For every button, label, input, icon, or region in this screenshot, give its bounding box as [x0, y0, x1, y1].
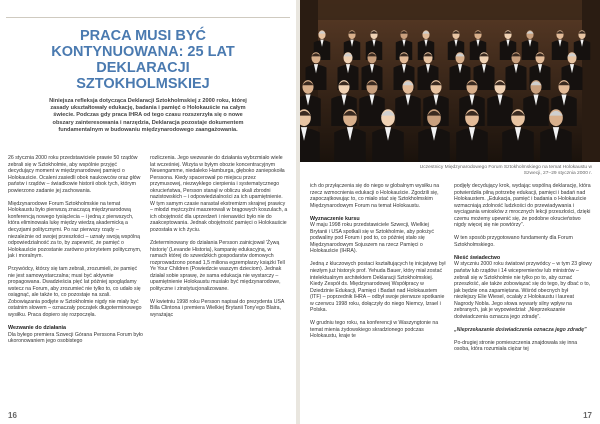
- paragraph: ich do przyłączenia się do niego w globalnym wysiłku na rzecz wzmocnienia edukacji o Holokauście. Zgodzili się, zapoczątkowując to, co miało stać się Sztokholmskim Międzynarodowym Forum na temat Holokaustu.: [310, 183, 440, 209]
- section-heading: Wezwanie do działania: [8, 325, 67, 332]
- page-title: PRACA MUSI BYĆ KONTYNUOWANA: 25 LAT DEKLARACJI SZTOKHOLMSKIEJ: [51, 28, 235, 92]
- left-page: [0, 0, 296, 424]
- section-heading: Nieść świadectwo: [454, 254, 501, 261]
- paragraph: W maju 1998 roku przedstawiciele Szwecji, Wielkiej Brytanii i USA spotkali się w Sztokholmie, aby położyć podwaliny pod Forum i pod to, co później stało się Międzynarodowym Sojuszem na rzecz Pamięci o Holokauście (IHRA).: [310, 222, 434, 255]
- paragraph: Międzynarodowe Forum Sztokholmskie na temat Holokaustu było pierwszą znaczącą międzynarodową konferencją nowego tysiąclecia – i jedną z pierwszych, która eliminowała lukę między wiedzą akademicką a decyzjami politycznymi. Po raz pierwszy rządy – niezależnie od swojej przeszłości – uznały swoją wspólną odpowiedzialność za to, by zapewnić, że pamięć o Holokauście pozostanie zarówno priorytetem politycznym, jak i moralnym.: [8, 200, 142, 260]
- paragraph: Przywódcy, którzy się tam zebrali, zrozumieli, że pamięć nie jest samowystarczalna; musi być aktywnie propagowana. Dwadzieścia pięć lat później spoglądamy wstecz na Forum, aby zrozumieć nie tylko to, co udało się osiągnąć, ale także to, co pozostaje na szali. Zobowiązania podjęte w Sztokholmie nigdy nie miały być ostatnim słowem – oznaczały początek długoterminowego wysiłku. Praca dopiero się rozpoczęła.: [8, 266, 142, 319]
- right-page: [300, 0, 600, 424]
- pull-quote: „Nieprzekazanie doświadczenia oznacza jego zdradę”: [454, 326, 587, 333]
- section-heading: Wyznaczenie kursu: [310, 215, 360, 222]
- left-column-1: [8, 155, 144, 351]
- paragraph: rozliczenia. Jego wezwanie do działania wybrzmiało wiele lat wcześniej. Wizyta w byłym obozie koncentracyjnym Neuengamme, niedaleko Hamburga, głęboko zaniepokoiła Perssona. Kiedy spacerował po miejscu przez przymusowej, niezwykłego cierpienia i systematycznego okrucieństwa, Persson stanął w obliczu skali zbrodni nazistowskich – i odpowiedzialności za ich upamiętnienie. W tym samym czasie narastał ekstremizm skrajnej prawicy – młodzi mężczyźni maszerowali w brągowych koszulach, a ich obojętność dla uprzedzeń i nienawiści było nie do zaakceptowania. Jednak obojętność pamięci o Holokauście pozostała w ich życiu.: [150, 155, 288, 234]
- paragraph: 26 stycznia 2000 roku przedstawiciele prawie 50 rządów zebrali się w Sztokholmie, aby wspólnie przyjęć decydujący moment w międzynarodowej pamięci o Holokauście. Ocaleni zasiedli obok naukowców oraz głów państw i rządów – świadkowie historii obok tych, którym powierzono zadanie jej zachowania.: [8, 155, 141, 194]
- paragraph: Zdeterminowany do działania Persson zainicjował 'Żywą historię' (Levande Historia), kampanię edukacyjną, w ramach której do szwedzkich gospodarstw domowych rozprowadzono ponad 1,5 miliona egzemplarzy książki Tell Ye Your Children (Powiedzcie waszym dzieciom). Jednak działał sobie sprawę, że sama edukacja nie wystarczy – upamiętnienie Holokaustu musiało być międzynarodowe, polityczne i zinstytucjonalizowane.: [150, 240, 285, 292]
- paragraph: Dla byłego premiera Szwecji Górana Perssona Forum było ukoronowaniem jego osobistego: [8, 331, 143, 345]
- page-number: 16: [8, 411, 17, 420]
- right-column-1: [310, 183, 446, 346]
- left-column-2: [150, 155, 288, 325]
- paragraph: Po-drugiej stronie pomieszczenia znajdowała się inna osoba, która rozumiała ciężar tej: [454, 339, 578, 353]
- photo-caption: Uczestnicy Międzynarodowego Forum Sztokholmskiego na temat Holokaustu w Szwecji, 27–29 stycznia 2000 r.: [419, 165, 592, 176]
- left-header-band: [0, 0, 296, 26]
- paragraph: W grudniu tego roku, na konferencji w Waszyngtonie na temat mienia żydowskiego skradzionego podczas Holokaustu, kraje te: [310, 320, 439, 340]
- forum-photo: [300, 0, 600, 162]
- paragraph: Jedną z kluczowych postaci kształtujących tę inicjatywę był niezłym już historyk prof. Yehuda Bauer, który miał zostać intelektualnym architektem Deklaracji Sztokholmskiej. Kiedy Zespół ds. Międzynarodowej Współpracy w Dziedzinie Edukacji, Pamięci i Badań nad Holokaustem (ITF) – poprzednik IHRA – odbył swoje pierwsze spotkanie w czerwcu 1998 roku, dołączyły do niego Niemcy, Izrael i Polska.: [310, 261, 446, 314]
- page-number: 17: [583, 411, 592, 420]
- paragraph: podjęły decydujący krok, wydając wspólną deklarację, która potwierdziła pilną potrzebę edukacji, pamięci i badań nad Holokaustem. „Edukacja, pamięć i badania o Holokauście wzmacniają zdolność ludzkości do przewiadywania i wyciągania wniosków z mrocznych lekcji przeszłości, dzięki czemu możemy upewnić się, że podobne okrucieństwo nigdy więcej się nie powtórzy”.: [454, 183, 591, 229]
- paragraph: W ten sposób przygotowano fundamenty dla Forum Sztokholmskiego.: [454, 235, 573, 248]
- paragraph: W styczniu 2000 roku światowi przywódcy – w tym 23 głowy państw lub rządów i 14 wicepremierów lub ministrów – zebrali się w Sztokholmie nie tylko po to, aby oznać przeszłość, ale także zobowiązać się do tego, by dbać o to, jak będzie ona zapamiętana. Wśród obecnych był niezłejszy Elie Wiesel, ocalały z Holokaustu i laureat Nagrody Nobla. Jego słowa wywarły silny wpływ na zebranych, jak je wypowiedział: „Nieprzekazanie doświadczenia oznacza jego zdradę”.: [454, 261, 592, 320]
- intro-paragraph: Niniejsza refleksja dotycząca Deklaracji Sztokholmskiej z 2000 roku, której zasady ukształtowały edukację, badania i pamięć o Holokauście na całym świecie. Podczas gdy praca IHRA od tego czasu rozszerzyła się o nowe obszary zainteresowania i narzędzia, Deklaracja pozostaje dokumentem fundamentalnym w budowaniu międzynarodowego zaangażowania.: [49, 98, 247, 133]
- paragraph: W kwietniu 1998 roku Persson napisał do prezydenta USA Billa Clintona i premiera Wielkiej Brytanii Tony'ego Blaira, wyrażając: [150, 298, 285, 319]
- right-column-2: [454, 183, 592, 360]
- forum-photo-illustration: [300, 0, 600, 162]
